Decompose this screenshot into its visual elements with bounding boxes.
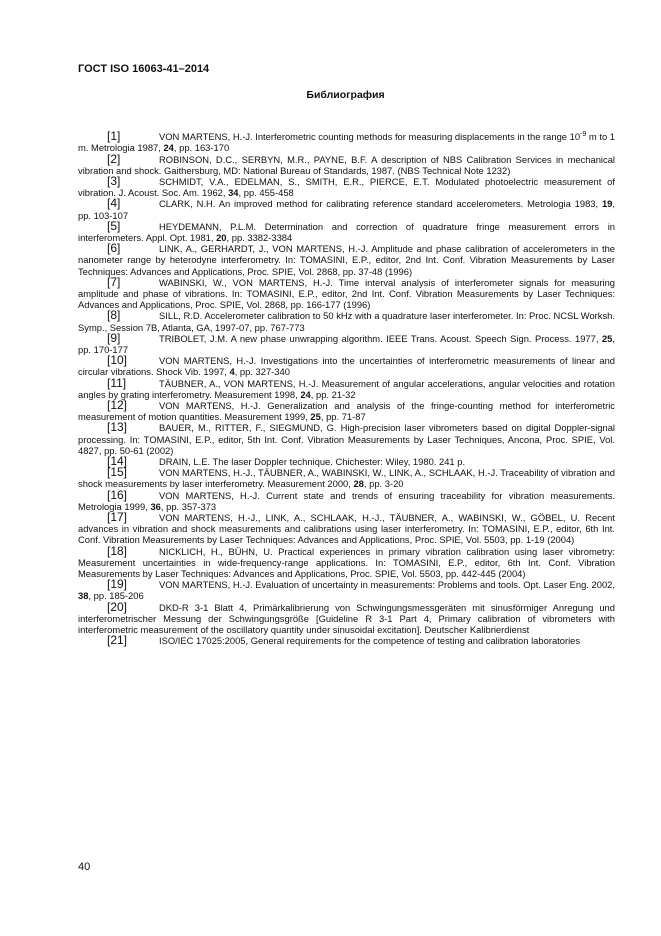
entry-number: [16]	[107, 487, 128, 502]
entry-number: [1]	[107, 129, 121, 144]
entry-text: m to 1 m. Metrologia 1987,	[78, 131, 616, 154]
bibliography-entry	[78, 512, 615, 546]
entry-text: VON MARTENS, H.-J. Investigations into the uncertainties of interferometric measurements of linear and circular vibrations. Shock Vib. 1997,	[78, 355, 615, 378]
entry-number: [6]	[107, 241, 121, 256]
exponent: -9	[580, 131, 587, 138]
bibliography-entry	[78, 310, 615, 332]
bibliography-entry	[78, 129, 615, 154]
entry-number: [9]	[107, 330, 121, 345]
entry-text: , pp. 185-206	[88, 590, 144, 602]
entry-number: [13]	[107, 420, 128, 435]
entry-number: [15]	[107, 465, 128, 480]
entry-text: , pp. 71-87	[320, 411, 366, 423]
entry-number: [17]	[107, 510, 128, 525]
volume-number: 34	[228, 187, 239, 199]
volume-number: 20	[216, 231, 227, 243]
bibliography-entry	[78, 543, 615, 580]
entry-text: , pp. 163-170	[173, 142, 230, 154]
entry-text: ISO/IEC 17025:2005, General requirements for the competence of testing and calibration laboratories	[159, 635, 581, 647]
entry-number: [3]	[107, 173, 121, 188]
entry-text: ROBINSON, D.C., SERBYN, M.R., PAYNE, B.F. A description of NBS Calibration Services in mechanical vibration and shock. Gaithersburg, MD: National Bureau of Standards, 1987. (NBS Technical Note 1232)	[78, 153, 615, 176]
entry-text: , pp. 170-177	[78, 332, 615, 355]
document-header: ГОСТ ISO 16063-41–2014	[78, 63, 210, 75]
entry-number: [14]	[107, 454, 128, 469]
entry-number: [19]	[107, 577, 128, 592]
volume-number: 25	[310, 411, 321, 423]
bibliography-entry	[78, 375, 615, 400]
volume-number: 24	[300, 388, 311, 400]
entry-text: , pp. 3-20	[363, 478, 404, 490]
entry-number: [11]	[107, 375, 127, 390]
bibliography-entry	[78, 218, 615, 243]
bibliography-entry	[78, 400, 615, 422]
volume-number: 36	[150, 500, 161, 512]
bibliography-entry	[78, 422, 615, 456]
entry-text: BAUER, M., RITTER, F., SIEGMUND, G. High-precision laser vibrometers based on digital Doppler-signal processing. In: TOMASINI, E.P., editor, 5th Int. Conf. Vibration Measurements by Laser Techniques, Ancona, Proc. SPIE, Vol. 4827, pp. 50-61 (2002)	[78, 422, 615, 456]
volume-number: 28	[353, 478, 364, 490]
entry-number: [12]	[107, 398, 128, 412]
entry-text: HEYDEMANN, P.L.M. Determination and correction of quadrature fringe measurement errors in interferometers. Appl. Opt. 1981,	[78, 220, 615, 243]
entry-number: [20]	[107, 599, 128, 614]
bibliography-entry	[78, 330, 615, 355]
entry-text: SILL, R.D. Accelerometer calibration to 50 kHz with a quadrature laser interferometer. In: Proc. NCSL Worksh. Symp., Session 7B, Atlanta, GA, 1997-07, pp. 767-773	[78, 310, 615, 333]
bibliography-entry	[78, 243, 615, 277]
volume-number: 24	[163, 142, 174, 154]
entry-text: TÄUBNER, A., VON MARTENS, H.-J. Measurement of angular accelerations, angular velocities and rotation angles by grating interferometry. Measurement 1998,	[78, 377, 615, 400]
entry-text: SCHMIDT, V.A., EDELMAN, S., SMITH, E.R., PIERCE, E.T. Modulated photoelectric measurement of vibration. J. Acoust. Soc. Am. 1962,	[78, 175, 615, 199]
entry-number: [21]	[107, 633, 128, 648]
entry-text: VON MARTENS, H.-J. Evaluation of uncertainty in measurements: Problems and tools. Opt. Laser Eng. 2002,	[159, 579, 615, 591]
entry-text: VON MARTENS, H.-J. Current state and trends of ensuring traceability for vibration measurements. Metrologia 1999,	[78, 489, 615, 512]
bibliography-entry	[78, 635, 615, 646]
page-title: Библиография	[306, 89, 385, 101]
entry-text: VON MARTENS, H.-J. Generalization and analysis of the fringe-counting method for interferometric measurement of motion quantities. Measurement 1999,	[78, 400, 615, 423]
entry-text: , pp. 3382-3384	[226, 231, 293, 243]
page-number: 40	[78, 861, 91, 873]
bibliography-entry	[78, 456, 615, 467]
entry-text: TRIBOLET, J.M. A new phase unwrapping algorithm. IEEE Trans. Acoust. Speech Sign. Process. 1977,	[159, 332, 602, 344]
bibliography-entry	[78, 173, 615, 199]
entry-text: NICKLICH, H., BÜHN, U. Practical experiences in primary vibration calibration using laser vibrometry: Measurement uncertainties in wide-frequency-range applications. In: TOMASINI, E.P., editor, 6th Int. Conf. Vibration Measurements by Laser Techniques: Advances and Applications, Proc. SPIE, Vol. 5503, pp. 442-445 (2004)	[78, 545, 615, 580]
bibliography-entry	[78, 151, 615, 176]
entry-text: DRAIN, L.E. The laser Doppler technique. Chichester: Wiley, 1980. 241 p.	[159, 456, 466, 468]
entry-number: [2]	[107, 151, 121, 166]
entry-number: [4]	[107, 196, 121, 211]
entry-number: [8]	[107, 308, 121, 323]
bibliography-entry	[78, 274, 615, 311]
entry-text: VON MARTENS, H.-J. Interferometric counting methods for measuring displacements in the range 10	[159, 131, 581, 143]
entry-text: WABINSKI, W., VON MARTENS, H.-J. Time interval analysis of interferometer signals for measuring amplitude and phase of vibrations. In: TOMASINI, E.P., editor, 2nd Int. Conf. Vibration Measurements by Laser Techniques: Advances and Applications, Proc. SPIE, Vol. 2868, pp. 166-177 (1996)	[78, 276, 615, 311]
volume-number: 19	[601, 198, 613, 210]
bibliography-entry	[78, 355, 615, 377]
volume-number: 25	[601, 332, 613, 344]
entry-number: [18]	[107, 543, 128, 558]
entry-number: [7]	[107, 274, 121, 289]
bibliography-entry	[78, 599, 615, 636]
entry-text: , pp. 455-458	[238, 187, 294, 199]
entry-text: DKD-R 3-1 Blatt 4, Primärkalibrierung von Schwingungsmessgeräten mit sinusförmiger Anregung und interferometrischer Messung der Schwingungsgröße [Guideline R 3-1 Part 4, Primary calibration of vibrometers with interferometric measurement of the oscillatory quantity under sinusoidal excitation]. Deutscher Kalibrierdienst	[78, 601, 615, 636]
entry-text: CLARK, N.H. An improved method for calibrating reference standard accelerometers. Metrologia 1983,	[159, 198, 602, 210]
entry-number: [5]	[107, 218, 121, 233]
entry-text: , pp. 103-107	[78, 198, 615, 221]
bibliography-entry	[78, 467, 615, 489]
volume-number: 4	[229, 366, 235, 378]
entry-text: VON MARTENS, H.-J., LINK, A., SCHLAAK, H.-J., TÄUBNER, A., WABINSKI, W., GÖBEL, U. Recent advances in vibration and shock measurements and calibrations using laser interferometry. In: TOMASINI, E.P., editor, 6th Int. Conf. Vibration Measurements by Laser Techniques: Advances and Applications, Proc. SPIE, Vol. 5503, pp. 1-19 (2004)	[78, 512, 615, 546]
entry-text: , pp. 327-340	[234, 366, 290, 378]
entry-text: VON MARTENS, H.-J., TÄUBNER, A., WABINSKI, W., LINK, A., SCHLAAK, H.-J. Traceability of vibration and shock measurements by laser interferometry. Measurement 2000,	[78, 467, 615, 490]
bibliography-entry	[78, 198, 615, 220]
entry-number: [10]	[107, 353, 128, 368]
entry-text: , pp. 21-32	[310, 388, 356, 400]
entry-text: , pp. 357-373	[160, 500, 217, 512]
bibliography-entry	[78, 487, 615, 512]
bibliography-list	[78, 129, 615, 646]
entry-text: LINK, A., GERHARDT, J., VON MARTENS, H.-J. Amplitude and phase calibration of accelerometers in the nanometer range by heterodyne interferometry. In: TOMASINI, E.P., editor, 2nd Int. Conf. Vibration Measurements by Laser Techniques: Advances and Applications, Proc. SPIE, Vol. 2868, pp. 37-48 (1996)	[78, 243, 615, 277]
volume-number: 38	[78, 590, 89, 602]
bibliography-entry	[78, 579, 615, 601]
